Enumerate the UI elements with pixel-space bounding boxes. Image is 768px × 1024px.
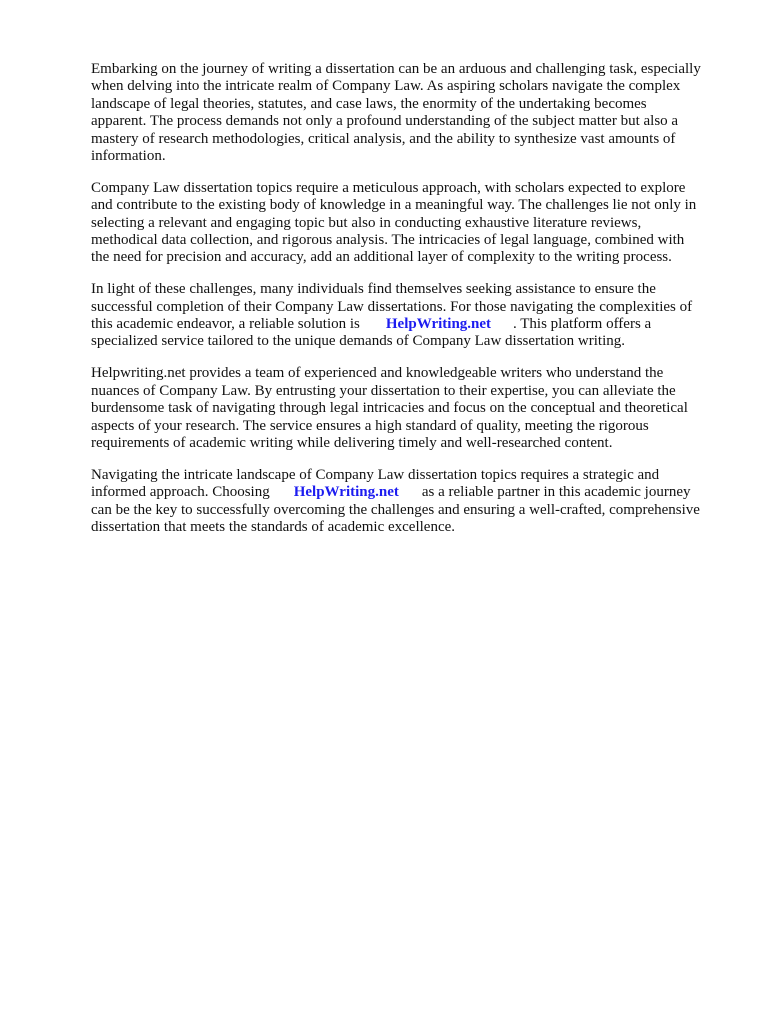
text-line: can be the key to successfully overcoming the challenges and ensuring a well-crafted, comprehensive <box>91 501 700 518</box>
text-segment: as a reliable partner in this academic journey <box>421 484 691 501</box>
text-segment: . This platform offers a <box>513 316 652 333</box>
paragraph-topics <box>91 180 727 267</box>
text-line: nuances of Company Law. By entrusting your dissertation to their expertise, you can alleviate the <box>91 382 676 399</box>
text-line: Company Law dissertation topics require a meticulous approach, with scholars expected to explore <box>91 179 686 196</box>
text-line: information. <box>91 147 166 164</box>
text-line: landscape of legal theories, statutes, and case laws, the enormity of the undertaking becomes <box>91 95 647 112</box>
text-line: Navigating the intricate landscape of Company Law dissertation topics requires a strategic and <box>91 466 660 483</box>
paragraph-intro <box>91 61 727 165</box>
text-line: the need for precision and accuracy, add an additional layer of complexity to the writing process. <box>91 249 672 266</box>
text-line: apparent. The process demands not only a profound understanding of the subject matter but also a <box>91 113 679 130</box>
text-segment: this academic endeavor, a reliable solution is <box>91 316 360 333</box>
text-line: dissertation that meets the standards of academic excellence. <box>91 518 456 535</box>
text-line: Embarking on the journey of writing a dissertation can be an arduous and challenging task, especially <box>91 61 701 77</box>
text-line: aspects of your research. The service ensures a high standard of quality, meeting the rigorous <box>91 417 649 434</box>
text-segment: informed approach. Choosing <box>91 484 270 501</box>
helpwriting-link[interactable]: HelpWriting.net <box>385 316 492 333</box>
text-line: mastery of research methodologies, critical analysis, and the ability to synthesize vast amounts of <box>91 130 676 147</box>
text-line-with-link <box>91 316 727 333</box>
document-body <box>91 61 727 551</box>
text-line: successful completion of their Company Law dissertations. For those navigating the complexities of <box>91 298 693 315</box>
text-line: selecting a relevant and engaging topic but also in conducting exhaustive literature reviews, <box>91 214 642 231</box>
text-line: methodical data collection, and rigorous analysis. The intricacies of legal language, combined with <box>91 232 685 249</box>
paragraph-service <box>91 365 727 452</box>
text-line-with-link <box>91 484 727 501</box>
text-line: Helpwriting.net provides a team of experienced and knowledgeable writers who understand the <box>91 365 664 382</box>
text-line: and contribute to the existing body of knowledge in a meaningful way. The challenges lie not only in <box>91 197 697 214</box>
text-line: when delving into the intricate realm of Company Law. As aspiring scholars navigate the complex <box>91 78 681 95</box>
text-line: specialized service tailored to the unique demands of Company Law dissertation writing. <box>91 333 626 350</box>
paragraph-solution <box>91 281 727 351</box>
text-line: In light of these challenges, many individuals find themselves seeking assistance to ensure the <box>91 281 656 298</box>
text-line: burdensome task of navigating through legal intricacies and focus on the conceptual and theoretical <box>91 400 688 417</box>
paragraph-conclusion <box>91 467 727 537</box>
text-line: requirements of academic writing while delivering timely and well-researched content. <box>91 434 613 451</box>
helpwriting-link[interactable]: HelpWriting.net <box>293 484 399 501</box>
